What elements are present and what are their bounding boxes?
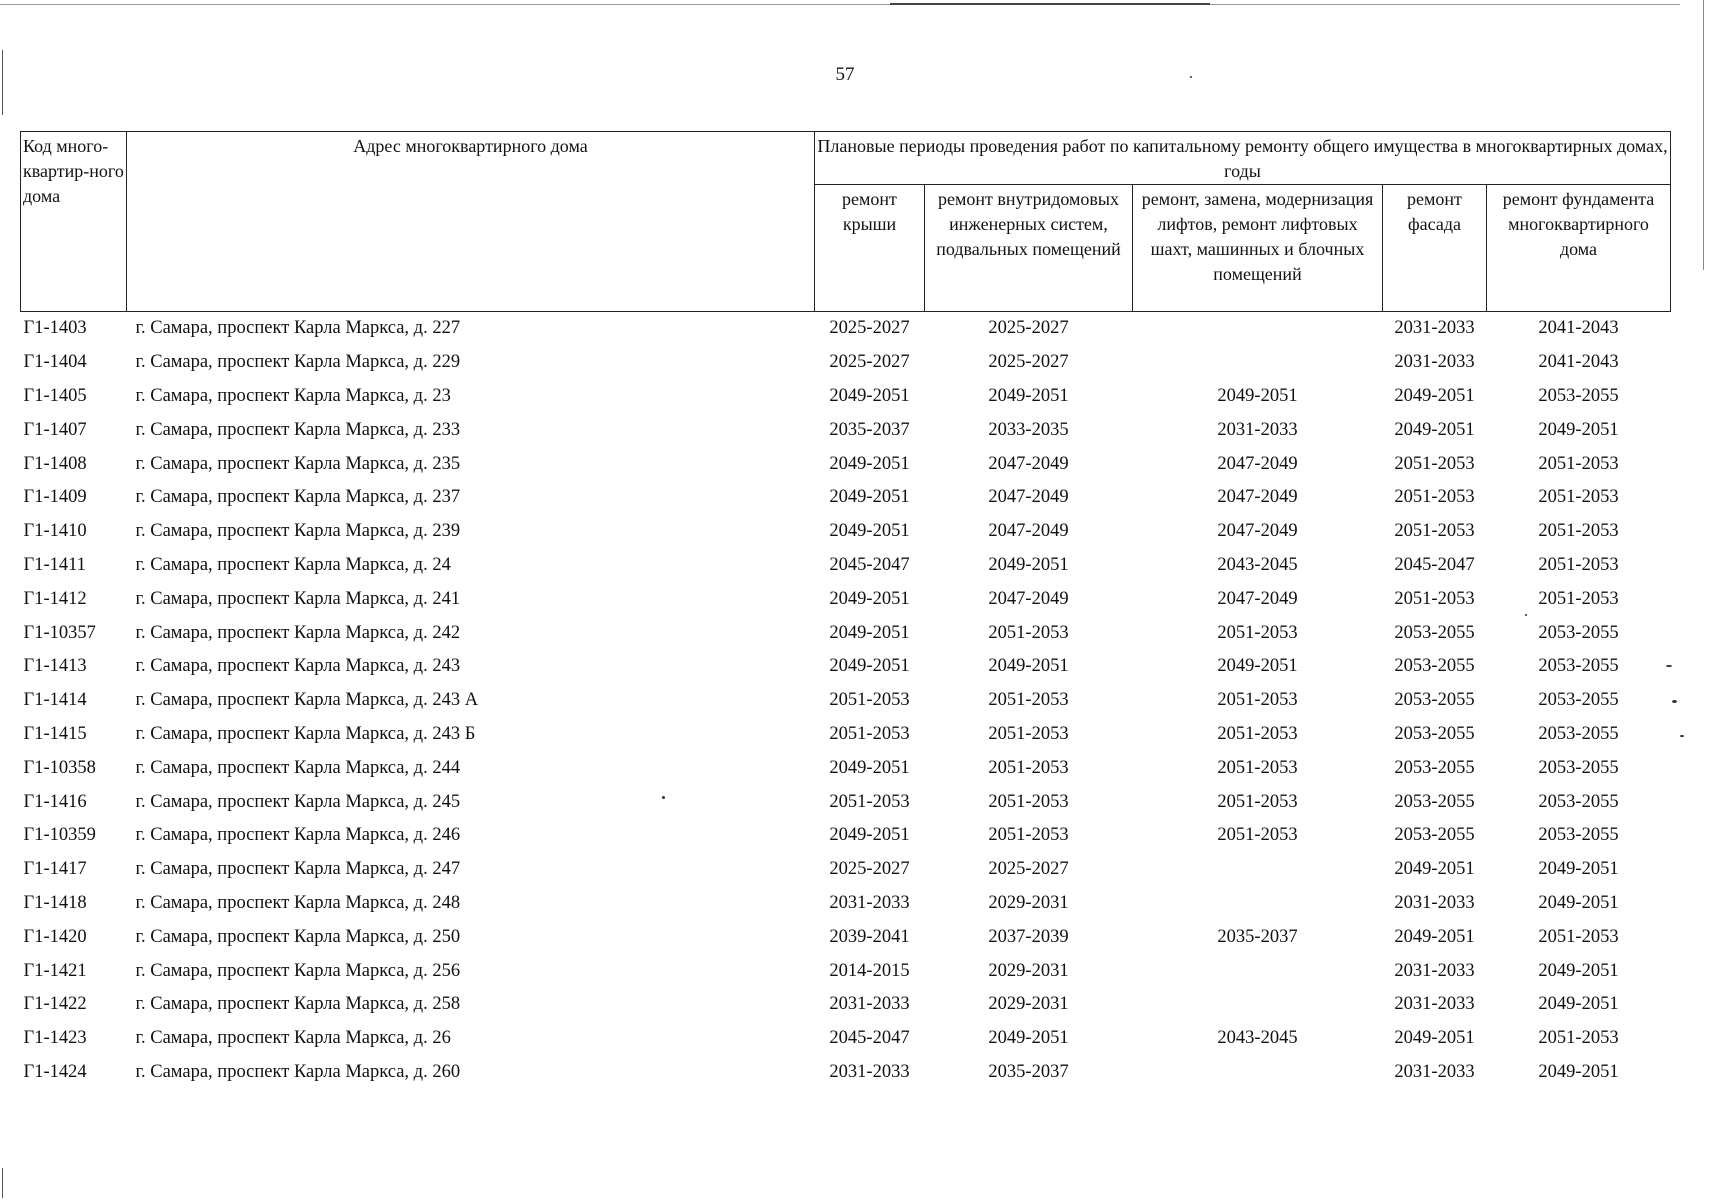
cell-lifts [1133, 988, 1383, 1022]
cell-facade: 2031-2033 [1394, 892, 1475, 913]
cell-roof: 2049-2051 [829, 757, 910, 778]
header-periods-group: Плановые периоды проведения работ по капитальному ремонту общего имущества в многоквартирных домах, годы [815, 132, 1671, 185]
cell-address: г. Самара, проспект Карла Маркса, д. 235 [135, 453, 461, 474]
cell-roof: 2049-2051 [829, 453, 910, 474]
cell-facade: 2051-2053 [1394, 453, 1475, 474]
cell-engineering: 2049-2051 [988, 385, 1069, 406]
cell-facade: 2045-2047 [1394, 554, 1475, 575]
header-roof: ремонт крыши [815, 185, 925, 312]
cell-roof: 2049-2051 [829, 588, 910, 609]
cell-engineering: 2035-2037 [988, 1061, 1069, 1082]
cell-foundation: 2053-2055 [1538, 656, 1619, 677]
cell-engineering: 2049-2051 [988, 656, 1069, 677]
table-row [21, 582, 1671, 616]
cell-lifts: 2047-2049 [1217, 588, 1298, 609]
cell-address: г. Самара, проспект Карла Маркса, д. 243 [135, 656, 461, 677]
cell-code: Г1-1409 [23, 487, 87, 508]
table-row [21, 785, 1671, 819]
cell-address: г. Самара, проспект Карла Маркса, д. 233 [135, 419, 461, 440]
cell-roof: 2051-2053 [829, 723, 910, 744]
cell-lifts: 2047-2049 [1217, 487, 1298, 508]
cell-facade: 2049-2051 [1394, 859, 1475, 880]
cell-roof: 2049-2051 [829, 385, 910, 406]
table-row [21, 988, 1671, 1022]
cell-facade: 2051-2053 [1394, 521, 1475, 542]
table-row [21, 1022, 1671, 1056]
cell-engineering: 2037-2039 [988, 926, 1069, 947]
scan-speck [1680, 735, 1684, 737]
cell-facade: 2053-2055 [1394, 690, 1475, 711]
cell-lifts: 2051-2053 [1217, 791, 1298, 812]
scan-speck [1672, 700, 1677, 703]
cell-foundation: 2049-2051 [1538, 859, 1619, 880]
cell-roof: 2049-2051 [829, 622, 910, 643]
cell-lifts: 2047-2049 [1217, 453, 1298, 474]
cell-lifts: 2049-2051 [1217, 656, 1298, 677]
table-row [21, 481, 1671, 515]
cell-engineering: 2051-2053 [988, 690, 1069, 711]
cell-roof: 2014-2015 [829, 960, 910, 981]
cell-lifts [1133, 853, 1383, 887]
cell-roof: 2031-2033 [829, 892, 910, 913]
cell-lifts [1133, 954, 1383, 988]
cell-roof: 2049-2051 [829, 656, 910, 677]
cell-foundation: 2051-2053 [1538, 487, 1619, 508]
table-row [21, 312, 1671, 346]
header-code: Код много-квартир-ного дома [21, 132, 127, 312]
table-row [21, 346, 1671, 380]
cell-foundation: 2049-2051 [1538, 994, 1619, 1015]
cell-foundation: 2051-2053 [1538, 1028, 1619, 1049]
cell-code: Г1-1413 [23, 656, 87, 677]
cell-foundation: 2051-2053 [1538, 453, 1619, 474]
cell-address: г. Самара, проспект Карла Маркса, д. 248 [135, 892, 461, 913]
table-row [21, 887, 1671, 921]
cell-code: Г1-10359 [23, 825, 96, 846]
header-lifts: ремонт, замена, модернизация лифтов, ремонт лифтовых шахт, машинных и блочных помещений [1133, 185, 1383, 312]
cell-address: г. Самара, проспект Карла Маркса, д. 245 [135, 791, 461, 812]
cell-lifts: 2043-2045 [1217, 554, 1298, 575]
cell-facade: 2053-2055 [1394, 791, 1475, 812]
cell-address: г. Самара, проспект Карла Маркса, д. 243 А [135, 690, 479, 711]
cell-lifts: 2049-2051 [1217, 385, 1298, 406]
cell-code: Г1-1407 [23, 419, 87, 440]
cell-code: Г1-1408 [23, 453, 87, 474]
cell-roof: 2025-2027 [829, 318, 910, 339]
cell-lifts: 2051-2053 [1217, 622, 1298, 643]
table-row [21, 650, 1671, 684]
cell-code: Г1-1421 [23, 960, 87, 981]
cell-roof: 2025-2027 [829, 352, 910, 373]
cell-code: Г1-1405 [23, 385, 87, 406]
cell-engineering: 2033-2035 [988, 419, 1069, 440]
cell-facade: 2049-2051 [1394, 926, 1475, 947]
cell-code: Г1-1423 [23, 1028, 87, 1049]
header-foundation: ремонт фундамента многоквартирного дома [1487, 185, 1671, 312]
cell-code: Г1-1410 [23, 521, 87, 542]
cell-roof: 2049-2051 [829, 487, 910, 508]
cell-facade: 2053-2055 [1394, 757, 1475, 778]
cell-code: Г1-1415 [23, 723, 87, 744]
cell-engineering: 2051-2053 [988, 723, 1069, 744]
table-row [21, 549, 1671, 583]
cell-foundation: 2049-2051 [1538, 1061, 1619, 1082]
cell-facade: 2051-2053 [1394, 487, 1475, 508]
cell-code: Г1-1420 [23, 926, 87, 947]
cell-code: Г1-1414 [23, 690, 87, 711]
cell-address: г. Самара, проспект Карла Маркса, д. 256 [135, 960, 461, 981]
cell-address: г. Самара, проспект Карла Маркса, д. 260 [135, 1061, 461, 1082]
cell-roof: 2035-2037 [829, 419, 910, 440]
cell-engineering: 2025-2027 [988, 859, 1069, 880]
cell-engineering: 2029-2031 [988, 960, 1069, 981]
cell-engineering: 2029-2031 [988, 892, 1069, 913]
header-engineering: ремонт внутридомовых инженерных систем, подвальных помещений [925, 185, 1133, 312]
cell-lifts [1133, 346, 1383, 380]
cell-engineering: 2047-2049 [988, 487, 1069, 508]
cell-engineering: 2047-2049 [988, 453, 1069, 474]
cell-lifts: 2047-2049 [1217, 521, 1298, 542]
cell-engineering: 2047-2049 [988, 521, 1069, 542]
table-row [21, 718, 1671, 752]
cell-code: Г1-10358 [23, 757, 96, 778]
cell-foundation: 2049-2051 [1538, 892, 1619, 913]
scan-right-edge-mark [1703, 0, 1704, 270]
cell-lifts [1133, 1056, 1383, 1090]
cell-facade: 2053-2055 [1394, 825, 1475, 846]
cell-code: Г1-1404 [23, 352, 87, 373]
cell-engineering: 2051-2053 [988, 825, 1069, 846]
cell-code: Г1-1424 [23, 1061, 87, 1082]
cell-code: Г1-1418 [23, 892, 87, 913]
cell-facade: 2051-2053 [1394, 588, 1475, 609]
cell-roof: 2025-2027 [829, 859, 910, 880]
cell-facade: 2031-2033 [1394, 352, 1475, 373]
cell-address: г. Самара, проспект Карла Маркса, д. 244 [135, 757, 461, 778]
cell-facade: 2031-2033 [1394, 960, 1475, 981]
cell-facade: 2049-2051 [1394, 419, 1475, 440]
table-row [21, 684, 1671, 718]
cell-address: г. Самара, проспект Карла Маркса, д. 247 [135, 859, 461, 880]
cell-engineering: 2051-2053 [988, 757, 1069, 778]
cell-address: г. Самара, проспект Карла Маркса, д. 24 [135, 554, 451, 575]
table-row [21, 751, 1671, 785]
cell-code: Г1-1422 [23, 994, 87, 1015]
cell-foundation: 2051-2053 [1538, 521, 1619, 542]
cell-foundation: 2051-2053 [1538, 588, 1619, 609]
table-header [21, 132, 1671, 312]
cell-lifts: 2035-2037 [1217, 926, 1298, 947]
table-row [21, 853, 1671, 887]
table-row [21, 954, 1671, 988]
cell-address: г. Самара, проспект Карла Маркса, д. 237 [135, 487, 461, 508]
cell-lifts: 2051-2053 [1217, 723, 1298, 744]
cell-facade: 2053-2055 [1394, 656, 1475, 677]
cell-code: Г1-1412 [23, 588, 87, 609]
table-row [21, 920, 1671, 954]
cell-roof: 2039-2041 [829, 926, 910, 947]
cell-address: г. Самара, проспект Карла Маркса, д. 227 [135, 318, 461, 339]
cell-lifts: 2043-2045 [1217, 1028, 1298, 1049]
header-facade: ремонт фасада [1383, 185, 1487, 312]
cell-foundation: 2041-2043 [1538, 352, 1619, 373]
cell-foundation: 2053-2055 [1538, 723, 1619, 744]
cell-code: Г1-10357 [23, 622, 96, 643]
cell-lifts [1133, 887, 1383, 921]
table-row [21, 380, 1671, 414]
cell-roof: 2031-2033 [829, 994, 910, 1015]
cell-address: г. Самара, проспект Карла Маркса, д. 246 [135, 825, 461, 846]
cell-facade: 2031-2033 [1394, 1061, 1475, 1082]
cell-lifts: 2051-2053 [1217, 825, 1298, 846]
cell-address: г. Самара, проспект Карла Маркса, д. 23 [135, 385, 451, 406]
header-address: Адрес многоквартирного дома [127, 132, 815, 312]
cell-facade: 2031-2033 [1394, 318, 1475, 339]
cell-engineering: 2029-2031 [988, 994, 1069, 1015]
cell-code: Г1-1416 [23, 791, 87, 812]
cell-engineering: 2025-2027 [988, 318, 1069, 339]
cell-roof: 2051-2053 [829, 690, 910, 711]
cell-foundation: 2053-2055 [1538, 757, 1619, 778]
cell-roof: 2031-2033 [829, 1061, 910, 1082]
cell-engineering: 2049-2051 [988, 554, 1069, 575]
cell-foundation: 2051-2053 [1538, 554, 1619, 575]
cell-roof: 2045-2047 [829, 1028, 910, 1049]
cell-address: г. Самара, проспект Карла Маркса, д. 26 [135, 1028, 451, 1049]
cell-foundation: 2041-2043 [1538, 318, 1619, 339]
cell-engineering: 2025-2027 [988, 352, 1069, 373]
cell-foundation: 2053-2055 [1538, 385, 1619, 406]
cell-foundation: 2053-2055 [1538, 825, 1619, 846]
page-number: 57 [835, 64, 855, 85]
cell-foundation: 2049-2051 [1538, 419, 1619, 440]
cell-foundation: 2053-2055 [1538, 690, 1619, 711]
table-row [21, 616, 1671, 650]
cell-foundation: 2053-2055 [1538, 791, 1619, 812]
cell-facade: 2053-2055 [1394, 723, 1475, 744]
cell-code: Г1-1403 [23, 318, 87, 339]
cell-roof: 2049-2051 [829, 825, 910, 846]
cell-foundation: 2053-2055 [1538, 622, 1619, 643]
cell-lifts: 2051-2053 [1217, 757, 1298, 778]
table-row [21, 413, 1671, 447]
cell-foundation: 2049-2051 [1538, 960, 1619, 981]
table-row [21, 515, 1671, 549]
cell-foundation: 2051-2053 [1538, 926, 1619, 947]
cell-address: г. Самара, проспект Карла Маркса, д. 229 [135, 352, 461, 373]
cell-engineering: 2051-2053 [988, 622, 1069, 643]
cell-engineering: 2051-2053 [988, 791, 1069, 812]
header-row-main [21, 132, 1671, 185]
table-row [21, 819, 1671, 853]
cell-code: Г1-1411 [23, 554, 86, 575]
cell-address: г. Самара, проспект Карла Маркса, д. 250 [135, 926, 461, 947]
cell-address: г. Самара, проспект Карла Маркса, д. 258 [135, 994, 461, 1015]
cell-roof: 2049-2051 [829, 521, 910, 542]
repair-schedule-table [20, 131, 1671, 1089]
cell-address: г. Самара, проспект Карла Маркса, д. 241 [135, 588, 461, 609]
cell-lifts: 2031-2033 [1217, 419, 1298, 440]
cell-address: г. Самара, проспект Карла Маркса, д. 243 Б [135, 723, 476, 744]
cell-roof: 2051-2053 [829, 791, 910, 812]
cell-lifts [1133, 312, 1383, 346]
cell-code: Г1-1417 [23, 859, 87, 880]
table-row [21, 1056, 1671, 1090]
table-row [21, 447, 1671, 481]
scan-top-edge-dark [890, 3, 1210, 5]
cell-roof: 2045-2047 [829, 554, 910, 575]
scan-top-edge [0, 4, 1680, 5]
cell-facade: 2031-2033 [1394, 994, 1475, 1015]
table-body [21, 312, 1671, 1090]
cell-address: г. Самара, проспект Карла Маркса, д. 239 [135, 521, 461, 542]
cell-engineering: 2047-2049 [988, 588, 1069, 609]
cell-address: г. Самара, проспект Карла Маркса, д. 242 [135, 622, 461, 643]
cell-facade: 2049-2051 [1394, 1028, 1475, 1049]
scan-left-edge-mark-bottom [2, 1168, 3, 1198]
cell-lifts: 2051-2053 [1217, 690, 1298, 711]
cell-facade: 2053-2055 [1394, 622, 1475, 643]
cell-engineering: 2049-2051 [988, 1028, 1069, 1049]
cell-facade: 2049-2051 [1394, 385, 1475, 406]
